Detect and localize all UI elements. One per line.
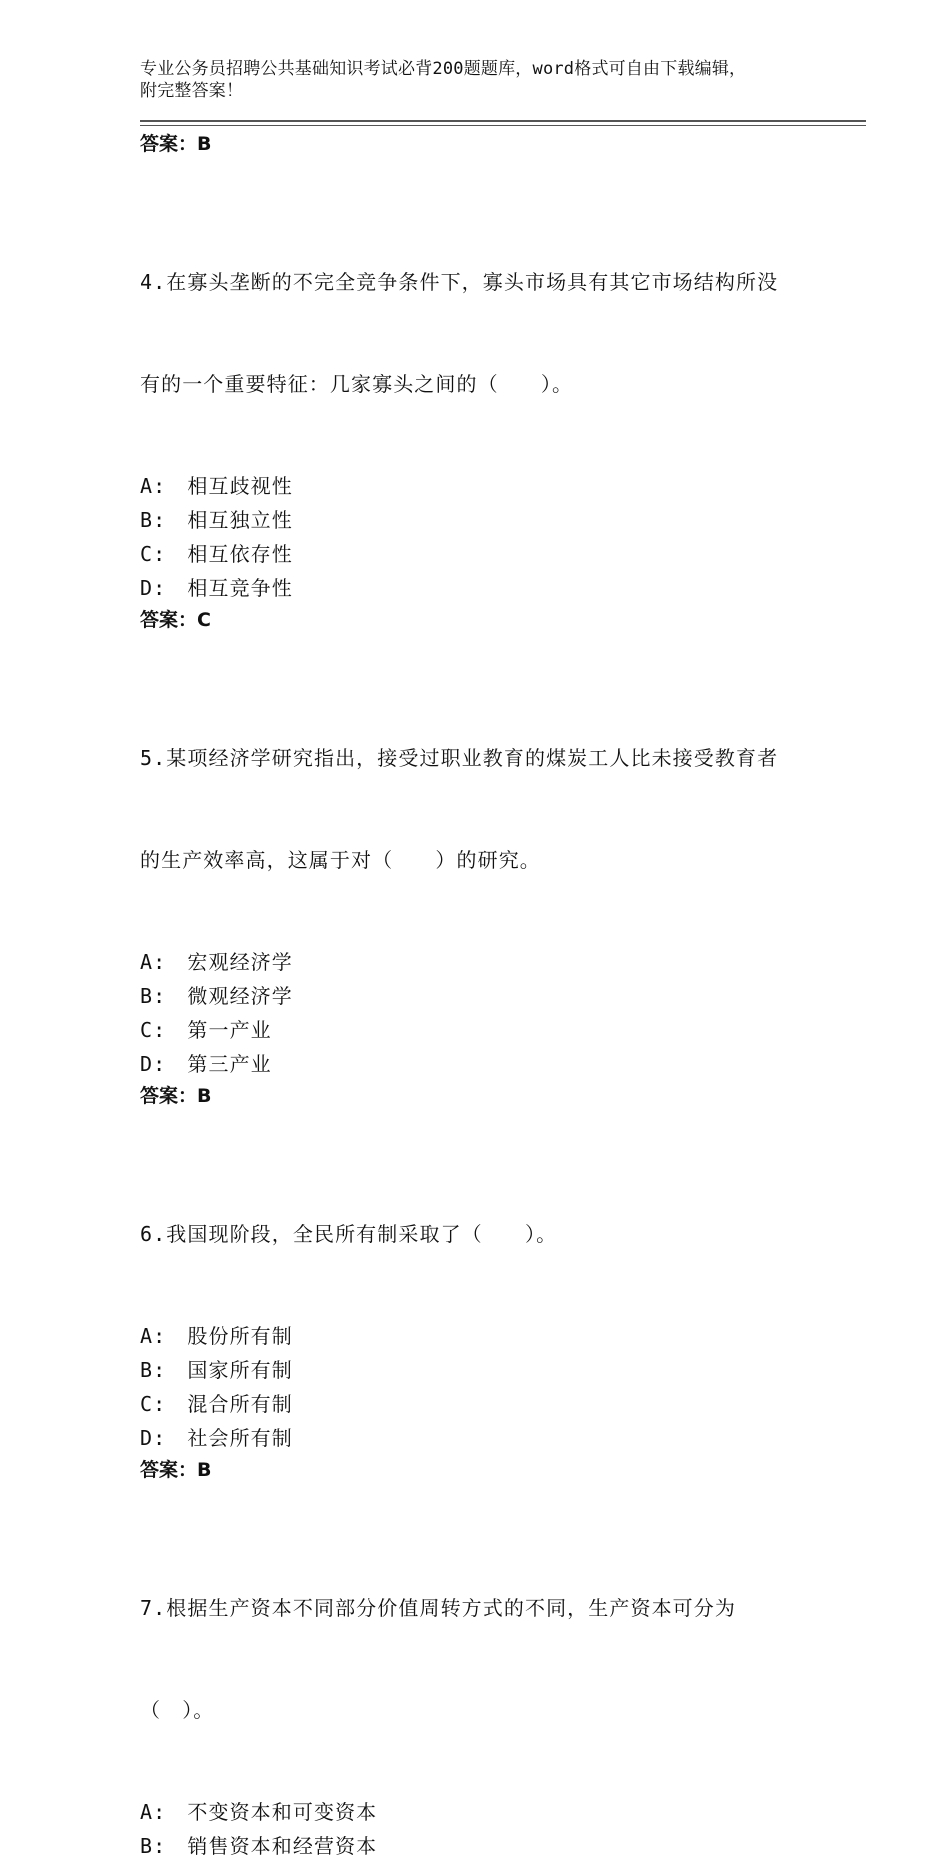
answer-label: 答案： [140,609,198,631]
option-d: D: 社会所有制 [140,1426,293,1450]
answer-label: 答案： [140,1085,198,1107]
option-a: A: 股份所有制 [140,1324,293,1348]
option-a: A: 相互歧视性 [140,474,293,498]
question-stem-line: 的生产效率高，这属于对（ ）的研究。 [140,848,541,872]
answer-line [140,130,840,157]
question-stem-line: 5.某项经济学研究指出，接受过职业教育的煤炭工人比未接受教育者 [140,746,779,770]
question-list [140,130,840,1863]
answer-line [140,607,840,633]
option-b: B: 微观经济学 [140,984,293,1008]
option-a: A: 宏观经济学 [140,950,293,974]
answer-line [140,1457,840,1483]
header-title-line-2: 附完整答案！ [140,81,244,101]
question-stem-line: 6.我国现阶段，全民所有制采取了（ ）。 [140,1222,558,1246]
option-a: A: 不变资本和可变资本 [140,1800,378,1824]
answer-label: 答案： [140,133,198,155]
question-stem [140,197,840,469]
question-6 [140,1149,840,1483]
answer-value: B [197,1085,212,1107]
answer-value: C [197,609,211,631]
answer-label: 答案： [140,1459,198,1481]
option-c: C: 第一产业 [140,1018,272,1042]
header-title-line-1: 专业公务员招聘公共基础知识考试必背200题题库，word格式可自由下载编辑， [140,59,747,79]
answer-line [140,1083,840,1109]
question-5 [140,673,840,1109]
option-b: B: 相互独立性 [140,508,293,532]
question-stem-line: 7.根据生产资本不同部分价值周转方式的不同，生产资本可分为 [140,1596,736,1620]
answer-value: B [197,133,212,155]
question-stem-line: 4.在寡头垄断的不完全竞争条件下，寡头市场具有其它市场结构所没 [140,270,779,294]
page-header [140,58,840,102]
question-4 [140,197,840,633]
option-c: C: 相互依存性 [140,542,293,566]
option-b: B: 销售资本和经营资本 [140,1834,378,1858]
question-stem [140,673,840,945]
question-stem-line: （ ）。 [140,1698,215,1722]
question-stem [140,1149,840,1319]
question-7 [140,1523,840,1863]
option-d: D: 相互竞争性 [140,576,293,600]
header-rule-thick [140,120,866,122]
option-d: D: 第三产业 [140,1052,272,1076]
question-stem [140,1523,840,1795]
answer-value: B [197,1459,212,1481]
option-c: C: 混合所有制 [140,1392,293,1416]
question-stem-line: 有的一个重要特征：几家寡头之间的（ ）。 [140,372,574,396]
option-b: B: 国家所有制 [140,1358,293,1382]
header-rule-thin [140,125,866,126]
